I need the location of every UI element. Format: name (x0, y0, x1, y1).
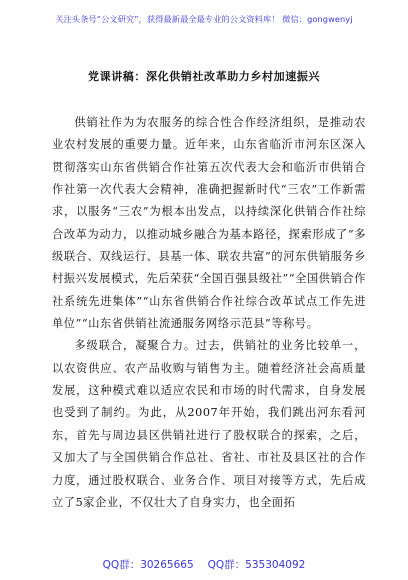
document-body (52, 112, 366, 514)
promo-banner-top: 关注头条号“公文研究”，获得最新最全最专业的公文资料库！ 微信：gongwenyj (55, 14, 353, 24)
paragraph-1: 供销社作为为农服务的综合性合作经济组织，是推动农业农村发展的重要力量。近年来，山东省临沂市河东区深入贯彻落实山东省供销合作社第五次代表大会和临沂市供销合作社第一次代表大会精神，准确把握新时代“三农”工作新需求，以服务“三农”为根本出发点，以持续深化供销合作社综合改革为动力，以推动城乡融合为基本路径，探索形成了“多级联合、双线运行、县基一体、联农共富”的河东供销服务乡村振兴发展模式，先后荣获“全国百强县级社”“全国供销合作社系统先进集体”“山东省供销合作社综合改革试点工作先进单位”“山东省供销社流通服务网络示范县”等称号。 (52, 116, 366, 331)
qq-group-2: QQ群：535304092 (207, 559, 306, 571)
paragraph-2: 多级联合，凝聚合力。过去，供销社的业务比较单一，以农资供应、农产品收购与销售为主。随着经济社会高质量发展，这种模式难以适应农民和市场的时代需求，自身发展也受到了制约。为此，从2007年开始，我们跳出河东看河东，首先与周边县区供销社进行了股权联合的探索，之后，又加大了与全国供销合作总社、省社、市社及县区社的合作力度，通过股权联合、业务合作、项目对接等方式，先后成立了5家企业，不仅壮大了自身实力，也全面拓 (52, 339, 366, 509)
document-title: 党课讲稿：深化供销社改革助力乡村加速振兴 (88, 70, 320, 83)
qq-group-1: QQ群：30265665 (102, 559, 194, 571)
qq-group-footer (0, 557, 408, 572)
